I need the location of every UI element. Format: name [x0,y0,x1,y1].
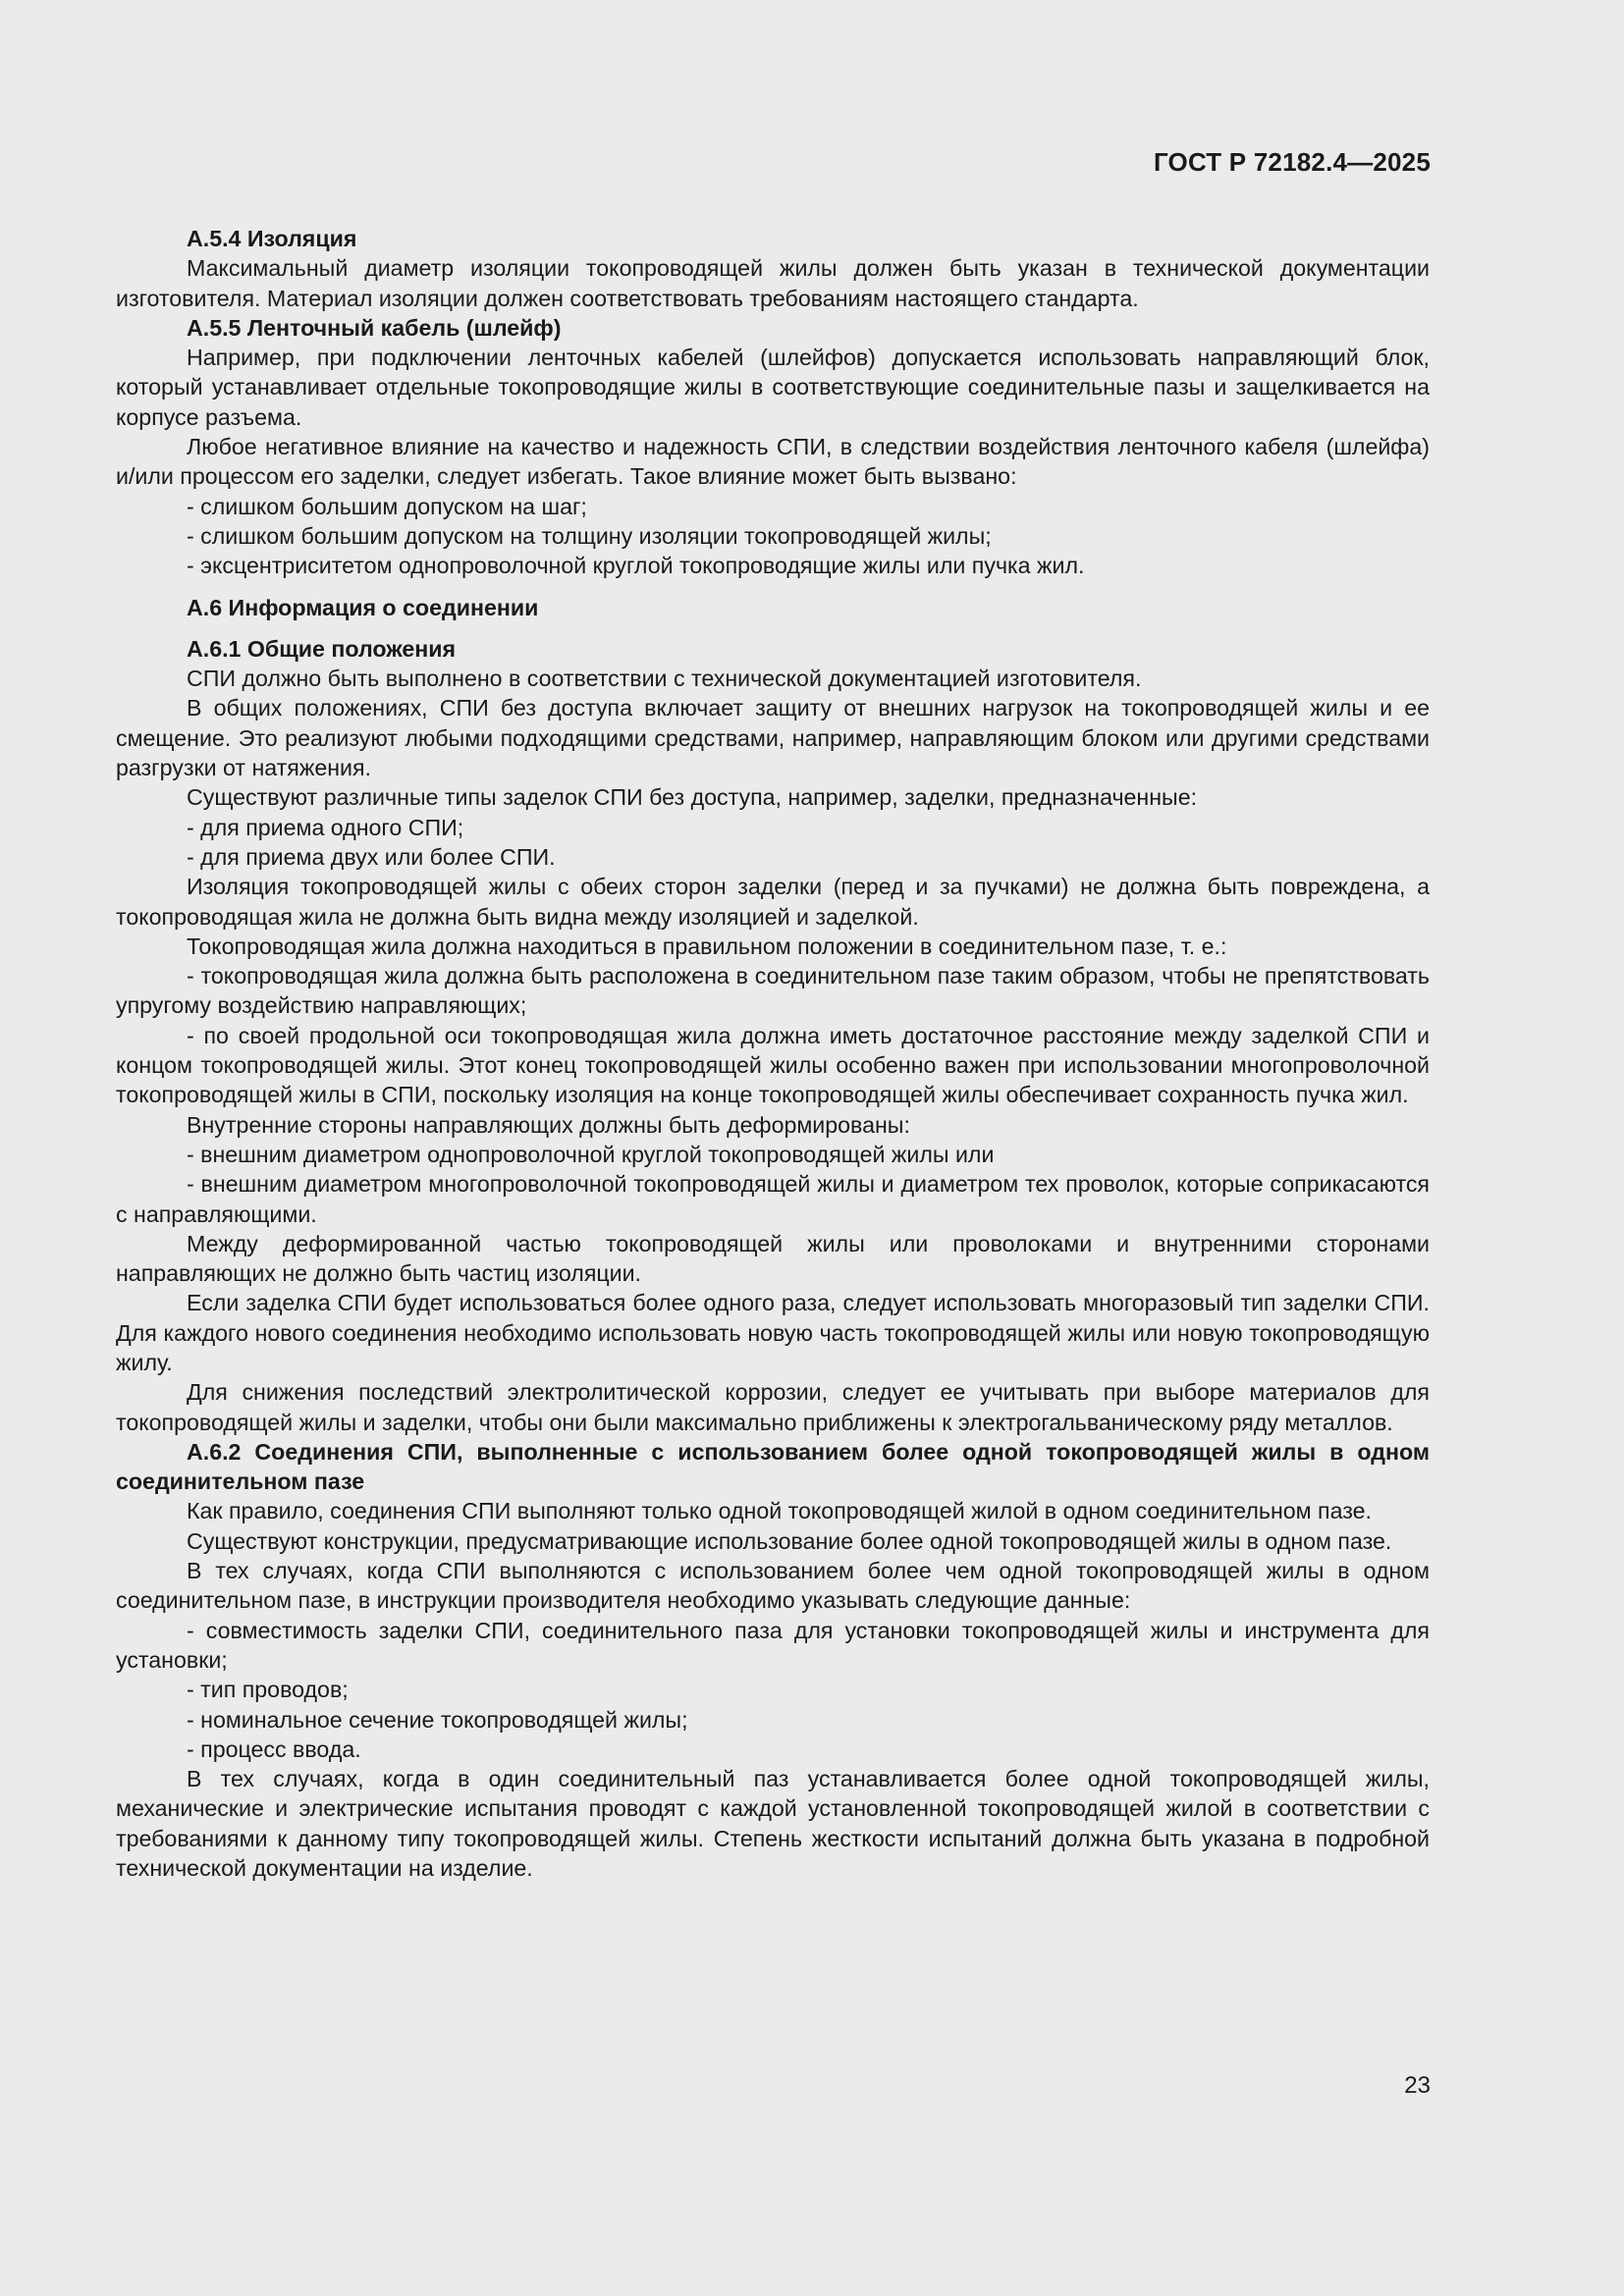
list-item: - слишком большим допуском на толщину изоляции токопроводящей жилы; [187,522,992,549]
list-item: - для приема одного СПИ; [187,814,464,840]
section-heading: А.6.1 Общие положения [187,635,457,662]
section-heading: А.5.4 Изоляция [187,226,357,251]
page-number: 23 [1404,2072,1431,2099]
body-paragraph: Между деформированной частью токопроводящей жилы или проволоками и внутренними сторонами направляющих не должно быть частиц изоляции. [116,1230,1430,1287]
list-item: - для приема двух или более СПИ. [187,843,556,870]
body-paragraph: В тех случаях, когда в один соединительный паз устанавливается более одной токопроводящей жилы, механические и электрические испытания проводят с каждой установленной токопроводящей жилой в соответствии с требованиями к данному типу токопроводящей жилы. Степень жесткости испытаний должна быть указана в подробной технической документации на изделие. [116,1766,1430,1882]
body-paragraph: Максимальный диаметр изоляции токопроводящей жилы должен быть указан в технической документации изготовителя. Материал изоляции должен соответствовать требованиям настоящего стандарта. [116,255,1430,311]
body-paragraph: Как правило, соединения СПИ выполняют только одной токопроводящей жилой в одном соединительном пазе. [187,1498,1372,1524]
body-paragraph: СПИ должно быть выполнено в соответствии с технической документацией изготовителя. [187,666,1142,692]
body-paragraph: Для снижения последствий электролитической коррозии, следует ее учитывать при выборе материалов для токопроводящей жилы и заделки, чтобы они были максимально приближены к электрогальваническому ряду металлов. [116,1379,1430,1435]
body-paragraph: Внутренние стороны направляющих должны быть деформированы: [187,1111,910,1138]
list-item: - совместимость заделки СПИ, соединительного паза для установки токопроводящей жилы и инструмента для установки; [116,1617,1430,1673]
list-item: - эксцентриситетом однопроволочной круглой токопроводящие жилы или пучка жил. [187,553,1085,579]
list-item: - процесс ввода. [187,1735,361,1762]
section-heading: А.5.5 Ленточный кабель (шлейф) [187,314,562,341]
list-item: - слишком большим допуском на шаг; [187,493,587,519]
body-paragraph: Существуют различные типы заделок СПИ без доступа, например, заделки, предназначенные: [187,784,1198,811]
list-item: - внешним диаметром многопроволочной токопроводящей жилы и диаметром тех проволок, которые соприкасаются с направляющими. [116,1171,1430,1227]
body-paragraph: Любое негативное влияние на качество и надежность СПИ, в следствии воздействия ленточного кабеля (шлейфа) и/или процессом его заделки, следует избегать. Такое влияние может быть вызвано: [116,434,1430,490]
body-paragraph: Токопроводящая жила должна находиться в правильном положении в соединительном пазе, т. е.: [187,933,1227,959]
body-paragraph: Изоляция токопроводящей жилы с обеих сторон заделки (перед и за пучками) не должна быть повреждена, а токопроводящая жила не должна быть видна между изоляцией и заделкой. [116,874,1430,930]
body-paragraph: В общих положениях, СПИ без доступа включает защиту от внешних нагрузок на токопроводящей жилы и ее смещение. Это реализуют любыми подходящими средствами, например, направляющим блоком или другими средствами разгрузки от натяжения. [116,695,1430,781]
body-paragraph: Если заделка СПИ будет использоваться более одного раза, следует использовать многоразовый тип заделки СПИ. Для каждого нового соединения необходимо использовать новую часть токопроводящей жилы или новую токопроводящую жилу. [116,1290,1430,1375]
section-heading: А.6 Информация о соединении [187,594,539,620]
body-paragraph: В тех случаях, когда СПИ выполняются с использованием более чем одной токопроводящей жилы в одном соединительном пазе, в инструкции производителя необходимо указывать следующие данные: [116,1558,1430,1614]
body-paragraph: Например, при подключении ленточных кабелей (шлейфов) допускается использовать направляющий блок, который устанавливает отдельные токопроводящие жилы в соответствующие соединительные пазы и защелкивается на корпусе разъема. [116,345,1430,430]
list-item: - тип проводов; [187,1677,349,1703]
document-body [116,224,1430,1883]
section-heading: А.6.2 Соединения СПИ, выполненные с использованием более одной токопроводящей жилы в одном соединительном пазе [116,1438,1430,1495]
body-paragraph: Существуют конструкции, предусматривающие использование более одной токопроводящей жилы в одном пазе. [187,1527,1392,1554]
list-item: - внешним диаметром однопроволочной круглой токопроводящей жилы или [187,1141,995,1167]
list-item: - токопроводящая жила должна быть расположена в соединительном пазе таким образом, чтобы не препятствовать упругому воздействию направляющих; [116,963,1430,1019]
list-item: - по своей продольной оси токопроводящая жила должна иметь достаточное расстояние между заделкой СПИ и концом токопроводящей жилы. Этот конец токопроводящей жилы особенно важен при использовании многопроволочной токопроводящей жилы в СПИ, поскольку изоляция на конце токопроводящей жилы обеспечивает сохранность пучка жил. [116,1022,1430,1108]
document-code: ГОСТ Р 72182.4—2025 [1153,147,1431,177]
list-item: - номинальное сечение токопроводящей жилы; [187,1706,688,1733]
